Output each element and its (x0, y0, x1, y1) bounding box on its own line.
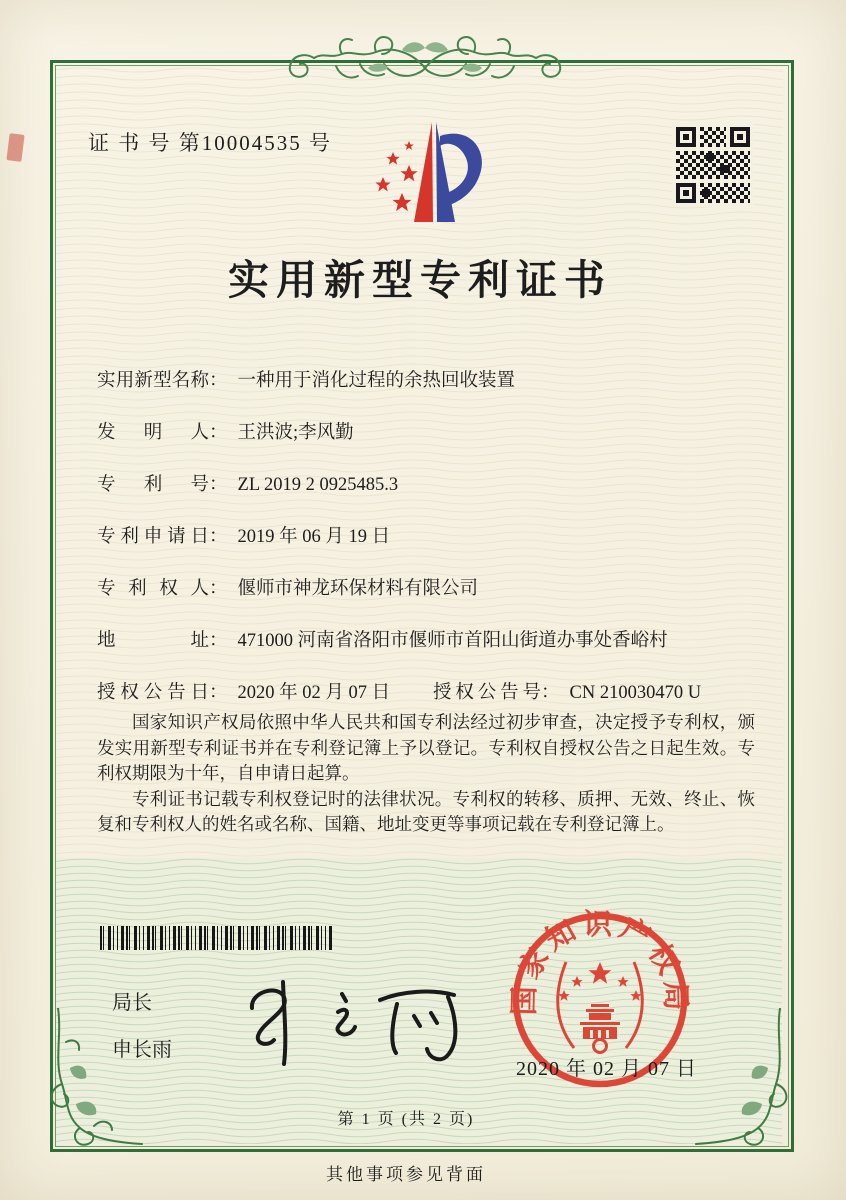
field-list (97, 366, 765, 730)
field-value: ZL 2019 2 0925485.3 (237, 475, 399, 495)
qr-code-icon (672, 123, 754, 207)
top-ornament (280, 16, 570, 98)
barcode-icon (100, 926, 332, 950)
field-label: 专利号 (97, 475, 209, 495)
certificate-title: 实用新型专利证书 (228, 257, 612, 303)
field-value: 471000 河南省洛阳市偃师市首阳山街道办事处香峪村 (237, 631, 668, 651)
legal-paragraph-1: 国家知识产权局依照中华人民共和国专利法经过初步审查，决定授予专利权，颁发实用新型专利证书并在专利登记簿上予以登记。专利权自授权公告之日起生效。专利权期限为十年，自申请日起算。 (97, 712, 755, 784)
seal-date: 2020 年 02 月 07 日 (516, 1058, 697, 1080)
field-value: CN 210030470 U (569, 683, 702, 703)
back-side-note: 其他事项参见背面 (326, 1165, 486, 1184)
signature-icon (225, 970, 475, 1070)
national-emblem-icon (558, 962, 642, 1053)
field-label: 授权公告号 (433, 683, 541, 703)
field-value: 王洪波;李风勤 (237, 423, 354, 443)
field-value: 偃师市神龙环保材料有限公司 (237, 579, 479, 599)
field-label: 地址 (97, 631, 209, 651)
field-value: 2019 年 06 月 19 日 (237, 527, 391, 547)
field-inventors: 发明人 ： 王洪波;李风勤 (97, 418, 765, 442)
field-grant-date: 授权公告日 ： 2020 年 02 月 07 日 授权公告号 ： CN 210030470 U (97, 678, 765, 702)
field-patentee: 专利权人 ： 偃师市神龙环保材料有限公司 (97, 574, 765, 598)
seal-agency-text: 国家知识产权局 (508, 908, 692, 1016)
field-application-date: 专利申请日 ： 2019 年 06 月 19 日 (97, 522, 765, 546)
field-patent-number: 专利号 ： ZL 2019 2 0925485.3 (97, 470, 765, 494)
red-edge-mark (6, 133, 24, 162)
field-label: 发明人 (97, 423, 209, 443)
field-grant-number: 授权公告号 ： CN 210030470 U (433, 678, 701, 704)
cnipa-patent-logo-icon (352, 110, 484, 238)
field-value: 一种用于消化过程的余热回收装置 (237, 371, 516, 391)
director-block (112, 986, 172, 1062)
field-utility-model-name: 实用新型名称 ： 一种用于消化过程的余热回收装置 (97, 366, 765, 390)
svg-text:国家知识产权局 (508, 908, 692, 1016)
field-label: 实用新型名称 (97, 371, 209, 391)
certificate-number: 证 书 号 第10004535 号 (88, 131, 332, 155)
field-address: 地址 ： 471000 河南省洛阳市偃师市首阳山街道办事处香峪村 (97, 626, 765, 650)
legal-paragraph-2: 专利证书记载专利权登记时的法律状况。专利权的转移、质押、无效、终止、恢复和专利权人的姓名或名称、国籍、地址变更等事项记载在专利登记簿上。 (97, 788, 755, 835)
field-label: 专利权人 (97, 579, 209, 599)
field-value: 2020 年 02 月 07 日 (237, 683, 391, 703)
field-label: 授权公告日 (97, 683, 209, 703)
director-title: 局长 (112, 992, 152, 1014)
legal-text (97, 710, 755, 838)
field-label: 专利申请日 (97, 527, 209, 547)
director-name: 申长雨 (112, 1039, 172, 1061)
page-number: 第 1 页 (共 2 页) (337, 1111, 475, 1128)
